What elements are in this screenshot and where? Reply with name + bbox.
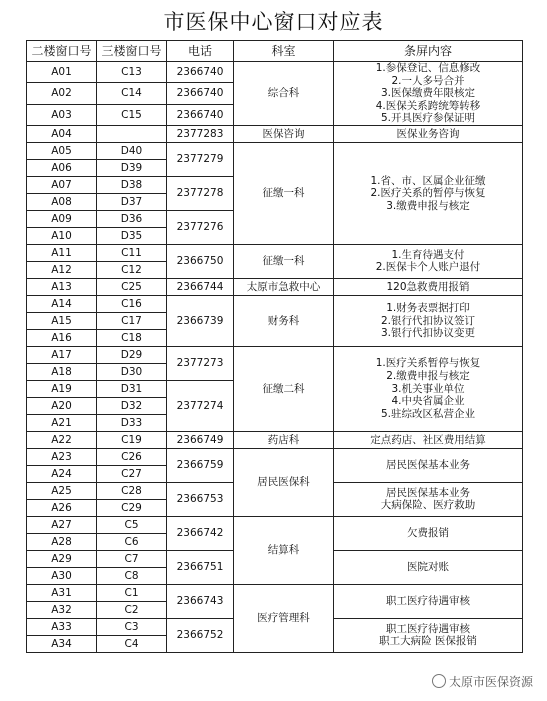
table-row bbox=[27, 125, 523, 142]
floor3-window-cell: D29 bbox=[97, 346, 167, 363]
header-department: 科室 bbox=[234, 41, 334, 62]
screen-content-line: 职工医疗待遇审核 bbox=[386, 622, 470, 635]
floor2-window-cell: A20 bbox=[27, 397, 97, 414]
wechat-logo-icon bbox=[432, 674, 446, 688]
floor2-window-cell: A15 bbox=[27, 312, 97, 329]
floor3-window-cell: C25 bbox=[97, 278, 167, 295]
floor3-window-cell: D39 bbox=[97, 159, 167, 176]
header-screen-content: 条屏内容 bbox=[334, 41, 523, 62]
table-row bbox=[27, 142, 523, 159]
screen-content-line: 3.机关事业单位 bbox=[391, 382, 465, 395]
floor2-window-cell: A18 bbox=[27, 363, 97, 380]
floor2-window-cell: A14 bbox=[27, 295, 97, 312]
table-row bbox=[27, 244, 523, 261]
floor3-window-cell: C19 bbox=[97, 431, 167, 448]
department-cell: 征缴二科 bbox=[234, 346, 334, 431]
floor3-window-cell: C14 bbox=[97, 83, 167, 104]
screen-content-line: 职工医疗待遇审核 bbox=[386, 595, 470, 608]
phone-cell: 2366753 bbox=[167, 482, 234, 516]
floor2-window-cell: A08 bbox=[27, 193, 97, 210]
screen-content-line: 2.缴费申报与核定 bbox=[386, 370, 470, 383]
screen-content-line: 3.缴费申报与核定 bbox=[386, 199, 470, 212]
window-table bbox=[26, 40, 523, 653]
floor2-window-cell: A33 bbox=[27, 618, 97, 635]
phone-cell: 2377279 bbox=[167, 142, 234, 176]
floor2-window-cell: A10 bbox=[27, 227, 97, 244]
screen-content-line: 1.省、市、区属企业征缴 bbox=[370, 174, 486, 187]
department-cell: 综合科 bbox=[234, 62, 334, 126]
floor3-window-cell: C28 bbox=[97, 482, 167, 499]
floor3-window-cell: C5 bbox=[97, 516, 167, 533]
floor2-window-cell: A26 bbox=[27, 499, 97, 516]
floor2-window-cell: A06 bbox=[27, 159, 97, 176]
floor2-window-cell: A21 bbox=[27, 414, 97, 431]
floor3-window-cell: C27 bbox=[97, 465, 167, 482]
floor2-window-cell: A30 bbox=[27, 567, 97, 584]
floor3-window-cell bbox=[97, 125, 167, 142]
screen-content-line: 居民医保基本业务 bbox=[386, 459, 470, 472]
phone-cell: 2377276 bbox=[167, 210, 234, 244]
table-row bbox=[27, 278, 523, 295]
phone-cell: 2366739 bbox=[167, 295, 234, 346]
floor3-window-cell: D33 bbox=[97, 414, 167, 431]
header-phone: 电话 bbox=[167, 41, 234, 62]
screen-content-line: 5.驻综改区私营企业 bbox=[380, 407, 476, 420]
department-cell: 医疗管理科 bbox=[234, 584, 334, 652]
phone-cell: 2366740 bbox=[167, 104, 234, 125]
floor3-window-cell: C15 bbox=[97, 104, 167, 125]
floor3-window-cell: D40 bbox=[97, 142, 167, 159]
phone-cell: 2377283 bbox=[167, 125, 234, 142]
floor2-window-cell: A16 bbox=[27, 329, 97, 346]
phone-cell: 2366750 bbox=[167, 244, 234, 278]
table-body bbox=[27, 62, 523, 653]
floor3-window-cell: C4 bbox=[97, 635, 167, 652]
watermark-text: 太原市医保资源 bbox=[448, 675, 533, 689]
phone-cell: 2366743 bbox=[167, 584, 234, 618]
screen-content-line: 5.开具医疗参保证明 bbox=[380, 112, 476, 125]
phone-cell: 2366740 bbox=[167, 83, 234, 104]
floor3-window-cell: D38 bbox=[97, 176, 167, 193]
screen-content-cell bbox=[334, 516, 523, 550]
floor3-window-cell: C16 bbox=[97, 295, 167, 312]
phone-cell: 2366740 bbox=[167, 62, 234, 83]
department-cell: 结算科 bbox=[234, 516, 334, 584]
floor3-window-cell: D30 bbox=[97, 363, 167, 380]
phone-cell: 2377278 bbox=[167, 176, 234, 210]
phone-cell: 2366759 bbox=[167, 448, 234, 482]
floor3-window-cell: C1 bbox=[97, 584, 167, 601]
phone-cell: 2377273 bbox=[167, 346, 234, 380]
screen-content-line: 大病保险、医疗救助 bbox=[380, 499, 476, 512]
screen-content-line: 2.医保卡个人账户退付 bbox=[375, 261, 481, 274]
floor2-window-cell: A05 bbox=[27, 142, 97, 159]
department-cell: 太原市急救中心 bbox=[234, 278, 334, 295]
floor3-window-cell: C12 bbox=[97, 261, 167, 278]
floor2-window-cell: A11 bbox=[27, 244, 97, 261]
watermark bbox=[428, 672, 537, 691]
screen-content-line: 欠费报销 bbox=[407, 527, 449, 540]
floor3-window-cell: D35 bbox=[97, 227, 167, 244]
screen-content-line: 2.医疗关系的暂停与恢复 bbox=[370, 187, 486, 200]
department-cell: 财务科 bbox=[234, 295, 334, 346]
floor2-window-cell: A07 bbox=[27, 176, 97, 193]
screen-content-cell bbox=[334, 550, 523, 584]
floor2-window-cell: A13 bbox=[27, 278, 97, 295]
table-row bbox=[27, 295, 523, 312]
floor3-window-cell: C2 bbox=[97, 601, 167, 618]
screen-content-cell bbox=[334, 431, 523, 448]
screen-content-cell bbox=[334, 448, 523, 482]
phone-cell: 2377274 bbox=[167, 380, 234, 431]
screen-content-line: 2.一人多号合并 bbox=[391, 74, 465, 87]
department-cell: 药店科 bbox=[234, 431, 334, 448]
floor3-window-cell: D37 bbox=[97, 193, 167, 210]
screen-content-cell bbox=[334, 584, 523, 618]
floor2-window-cell: A03 bbox=[27, 104, 97, 125]
department-cell: 征缴一科 bbox=[234, 244, 334, 278]
floor3-window-cell: D32 bbox=[97, 397, 167, 414]
screen-content-line: 3.银行代扣协议变更 bbox=[380, 327, 476, 340]
floor2-window-cell: A23 bbox=[27, 448, 97, 465]
screen-content-cell bbox=[334, 295, 523, 346]
floor3-window-cell: C3 bbox=[97, 618, 167, 635]
floor3-window-cell: C26 bbox=[97, 448, 167, 465]
floor2-window-cell: A29 bbox=[27, 550, 97, 567]
table-row bbox=[27, 584, 523, 601]
floor2-window-cell: A24 bbox=[27, 465, 97, 482]
table-row bbox=[27, 516, 523, 533]
screen-content-line: 2.银行代扣协议签订 bbox=[380, 314, 476, 327]
floor2-window-cell: A17 bbox=[27, 346, 97, 363]
screen-content-line: 120急救费用报销 bbox=[386, 280, 470, 293]
floor3-window-cell: C8 bbox=[97, 567, 167, 584]
floor2-window-cell: A12 bbox=[27, 261, 97, 278]
floor2-window-cell: A27 bbox=[27, 516, 97, 533]
screen-content-line: 1.财务表票据打印 bbox=[386, 302, 470, 315]
table-row bbox=[27, 346, 523, 363]
floor3-window-cell: C13 bbox=[97, 62, 167, 83]
header-row bbox=[27, 41, 523, 62]
phone-cell: 2366752 bbox=[167, 618, 234, 652]
floor2-window-cell: A32 bbox=[27, 601, 97, 618]
floor2-window-cell: A09 bbox=[27, 210, 97, 227]
floor3-window-cell: C29 bbox=[97, 499, 167, 516]
floor2-window-cell: A04 bbox=[27, 125, 97, 142]
screen-content-line: 1.生育待遇支付 bbox=[391, 248, 465, 261]
table-row bbox=[27, 62, 523, 83]
screen-content-cell bbox=[334, 278, 523, 295]
screen-content-cell bbox=[334, 244, 523, 278]
phone-cell: 2366742 bbox=[167, 516, 234, 550]
screen-content-line: 4.中央省属企业 bbox=[391, 395, 465, 408]
department-cell: 医保咨询 bbox=[234, 125, 334, 142]
floor3-window-cell: C18 bbox=[97, 329, 167, 346]
screen-content-cell bbox=[334, 125, 523, 142]
screen-content-line: 医院对账 bbox=[407, 561, 449, 574]
table-row bbox=[27, 431, 523, 448]
screen-content-line: 4.医保关系跨统筹转移 bbox=[375, 99, 481, 112]
floor2-window-cell: A22 bbox=[27, 431, 97, 448]
floor2-window-cell: A02 bbox=[27, 83, 97, 104]
screen-content-line: 3.医保缴费年限核定 bbox=[380, 87, 476, 100]
screen-content-line: 居民医保基本业务 bbox=[386, 486, 470, 499]
floor2-window-cell: A19 bbox=[27, 380, 97, 397]
header-floor3-window: 三楼窗口号 bbox=[97, 41, 167, 62]
table-row bbox=[27, 448, 523, 465]
header-floor2-window: 二楼窗口号 bbox=[27, 41, 97, 62]
floor3-window-cell: C7 bbox=[97, 550, 167, 567]
floor3-window-cell: C6 bbox=[97, 533, 167, 550]
screen-content-line: 定点药店、社区费用结算 bbox=[370, 433, 486, 446]
floor3-window-cell: C17 bbox=[97, 312, 167, 329]
screen-content-cell bbox=[334, 346, 523, 431]
floor2-window-cell: A01 bbox=[27, 62, 97, 83]
phone-cell: 2366749 bbox=[167, 431, 234, 448]
screen-content-line: 1.医疗关系暂停与恢复 bbox=[375, 357, 481, 370]
screen-content-cell bbox=[334, 142, 523, 244]
floor3-window-cell: C11 bbox=[97, 244, 167, 261]
department-cell: 征缴一科 bbox=[234, 142, 334, 244]
screen-content-cell bbox=[334, 482, 523, 516]
screen-content-line: 职工大病险 医保报销 bbox=[379, 635, 477, 648]
floor2-window-cell: A34 bbox=[27, 635, 97, 652]
floor3-window-cell: D36 bbox=[97, 210, 167, 227]
floor2-window-cell: A31 bbox=[27, 584, 97, 601]
phone-cell: 2366744 bbox=[167, 278, 234, 295]
floor2-window-cell: A28 bbox=[27, 533, 97, 550]
floor2-window-cell: A25 bbox=[27, 482, 97, 499]
screen-content-cell bbox=[334, 618, 523, 652]
floor3-window-cell: D31 bbox=[97, 380, 167, 397]
page-title: 市医保中心窗口对应表 bbox=[163, 10, 384, 34]
department-cell: 居民医保科 bbox=[234, 448, 334, 516]
screen-content-line: 医保业务咨询 bbox=[396, 127, 460, 140]
screen-content-line: 1.参保登记、信息修改 bbox=[375, 62, 481, 74]
screen-content-cell bbox=[334, 62, 523, 126]
phone-cell: 2366751 bbox=[167, 550, 234, 584]
